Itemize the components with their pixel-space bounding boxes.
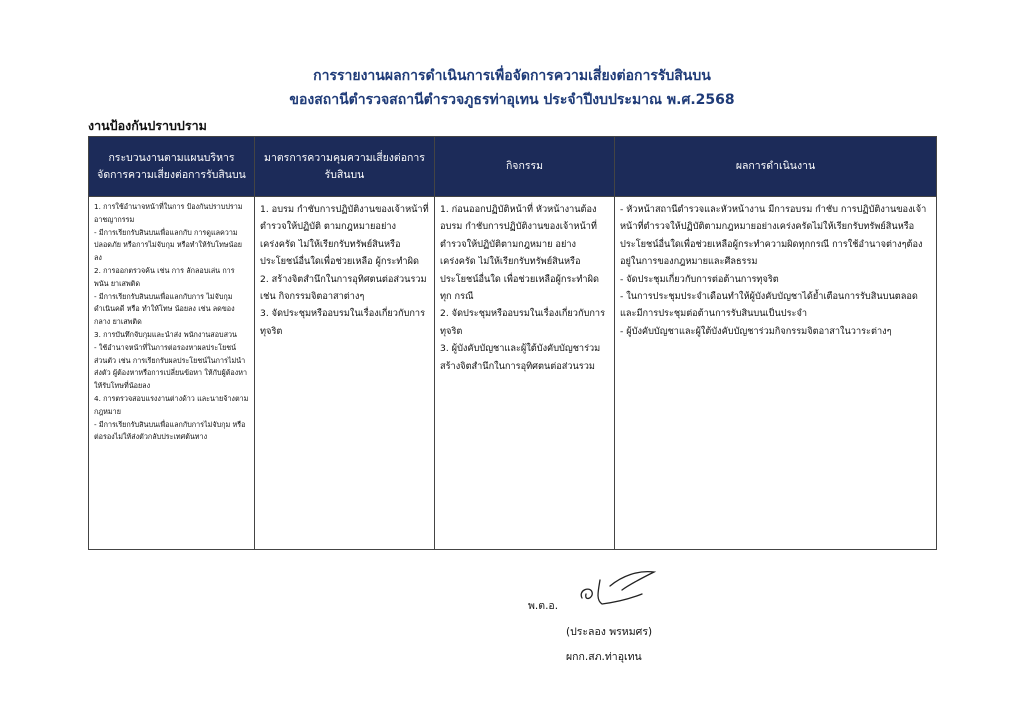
report-title-line-2: ของสถานีตำรวจสถานีตำรวจภูธรท่าอุเทน ประจำปีงบประมาณ พ.ศ.2568: [289, 92, 735, 108]
process-item: 3. การบันทึกจับกุมและนำส่ง พนักงานสอบสวน: [94, 329, 237, 339]
column-header-results: ผลการดำเนินงาน: [615, 137, 937, 197]
process-item: - มีการเรียกรับสินบนเพื่อแลกกับการไม่จับกุม หรือต่อรองไม่ให้ส่งตัวกลับประเทศต้นทาง: [94, 419, 246, 442]
process-cell: [89, 197, 255, 550]
result-item: - จัดประชุมเกี่ยวกับการต่อต้านการทุจริต: [620, 273, 779, 285]
measure-item: 2. สร้างจิตสำนึกในการอุทิศตนต่อส่วนรวม เช่น กิจกรรมจิตอาสาต่างๆ: [260, 273, 427, 303]
process-item: 2. การออกตรวจค้น เช่น การ ลักลอบเล่น การพนัน ยาเสพติด: [94, 265, 235, 288]
process-item: - ใช้อำนาจหน้าที่ในการต่อรองหาผลประโยชน์ส่วนตัว เช่น การเรียกรับผลประโยชน์ในการไม่นำส่งตัว ผู้ต้องหาหรือการเปลี่ยนข้อหา ให้กับผู้ต้องหาให้รับโทษที่น้อยลง: [94, 342, 248, 391]
result-item: - ผู้บังคับบัญชาและผู้ใต้บังคับบัญชาร่วมกิจกรรมจิตอาสาในวาระต่างๆ: [620, 325, 892, 337]
result-item: - หัวหน้าสถานีตำรวจและหัวหน้างาน มีการอบรม กำชับ การปฏิบัติงานของเจ้าหน้าที่ตำรวจให้ปฏิบัติตามกฎหมายอย่างเคร่งครัดไม่ให้เรียกรับทรัพย์สินหรือประโยชน์อื่นใดเพื่อช่วยเหลือผู้กระทำความผิดทุกกรณี การใช้อำนาจต่างๆต้องอยู่ในการของกฎหมายและศีลธรรม: [620, 204, 927, 268]
report-title-line-1: การรายงานผลการดำเนินการเพื่อจัดการความเสี่ยงต่อการรับสินบน: [313, 68, 711, 84]
section-heading: งานป้องกันปราบปราม: [88, 118, 207, 133]
measure-item: 3. จัดประชุมหรืออบรมในเรื่องเกี่ยวกับการทุจริต: [260, 308, 426, 337]
measures-cell: [255, 197, 435, 550]
risk-report-table: [88, 136, 937, 550]
signatory-name: (ประลอง พรหมศร): [566, 626, 653, 638]
process-item: - มีการเรียกรับสินบนเพื่อแลกกับ การดูแลความปลอดภัย หรือการไม่จับกุม หรือทำให้รับโทษน้อยลง: [94, 227, 242, 263]
result-item: - ในการประชุมประจำเดือนทำให้ผู้บังคับบัญชาได้ย้ำเตือนการรับสินบนตลอด และมีการประชุมต่อต้านการรับสินบนเป็นประจำ: [620, 291, 918, 320]
handwritten-signature: [572, 566, 664, 610]
results-cell: [615, 197, 937, 550]
signature-rank: พ.ต.อ.: [528, 600, 559, 612]
activities-cell: [435, 197, 615, 550]
process-item: - มีการเรียกรับสินบนเพื่อแลกกับการ ไม่จับกุมดำเนินคดี หรือ ทำให้โทษ น้อยลง เช่น ลดของกลาง ยาเสพติด: [94, 291, 235, 327]
column-header-process: กระบวนงานตามแผนบริหารจัดการความเสี่ยงต่อการรับสินบน: [89, 137, 255, 197]
process-item: 4. การตรวจสอบแรงงานต่างด้าว และนายจ้างตามกฎหมาย: [94, 393, 249, 416]
activity-item: 3. ผู้บังคับบัญชาและผู้ใต้บังคับบัญชาร่วมสร้างจิตสำนึกในการอุทิศตนต่อส่วนรวม: [440, 343, 601, 372]
table-row: [89, 197, 937, 550]
measure-item: 1. อบรม กำชับการปฏิบัติงานของเจ้าหน้าที่ตำรวจให้ปฏิบัติ ตามกฎหมายอย่างเคร่งครัด ไม่ให้เรียกรับทรัพย์สินหรือ ประโยชน์อื่นใดเพื่อช่วยเหลือ ผู้กระทำผิด: [260, 204, 429, 268]
activity-item: 2. จัดประชุมหรืออบรมในเรื่องเกี่ยวกับการทุจริต: [440, 308, 606, 337]
column-header-measures: มาตรการความคุมความเสี่ยงต่อการรับสินบน: [255, 137, 435, 197]
process-item: 1. การใช้อำนาจหน้าที่ในการ ป้องกันปราบปรามอาชญากรรม: [94, 202, 243, 224]
column-header-activities: กิจกรรม: [435, 137, 615, 197]
signatory-position: ผกก.สภ.ท่าอุเทน: [566, 651, 642, 663]
activity-item: 1. ก่อนออกปฏิบัติหน้าที่ หัวหน้างานต้อง อบรม กำชับการปฏิบัติงานของเจ้าหน้าที่ ตำรวจให้ปฏิบัติตามกฎหมาย อย่างเคร่งครัด ไม่ให้เรียกรับทรัพย์สินหรือ ประโยชน์อื่นใด เพื่อช่วยเหลือผู้กระทำผิดทุก กรณี: [440, 204, 599, 303]
table-header-row: [89, 137, 937, 197]
